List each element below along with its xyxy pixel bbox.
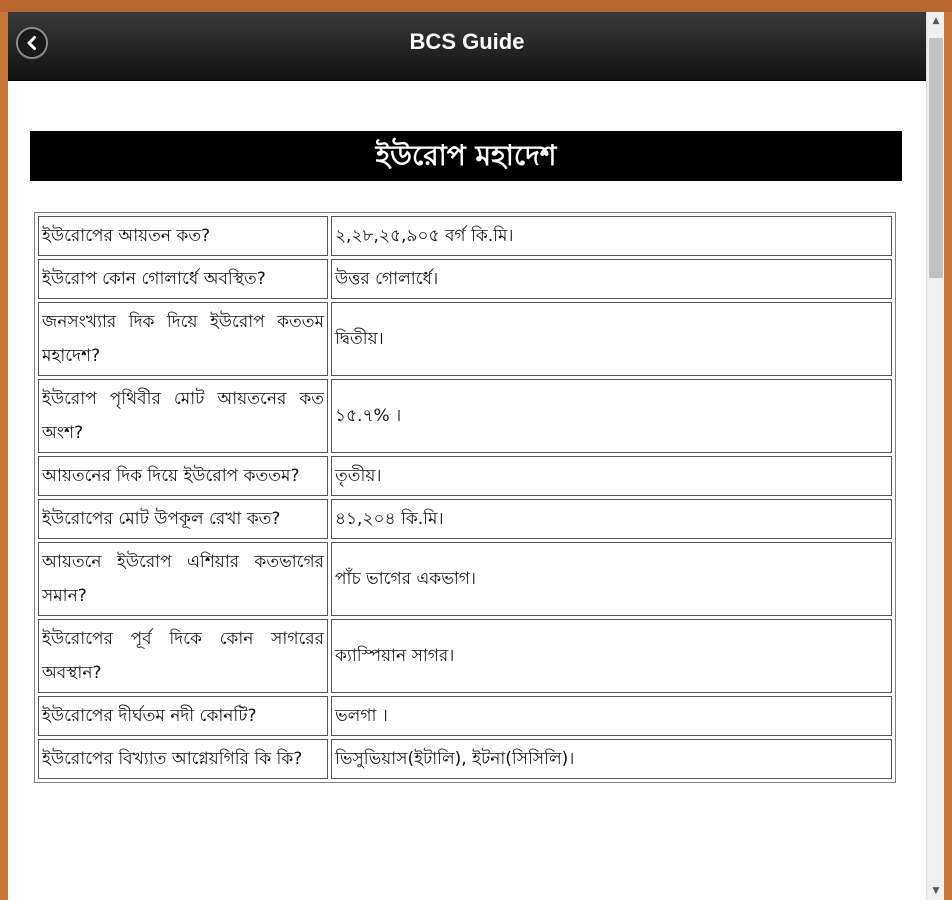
- app-header: [8, 12, 926, 81]
- table-row: [38, 696, 892, 736]
- section-title: ইউরোপ মহাদেশ: [30, 131, 902, 181]
- question-cell: আয়তনের দিক দিয়ে ইউরোপ কততম?: [38, 456, 328, 496]
- table-row: [38, 216, 892, 256]
- question-cell: ইউরোপ পৃথিবীর মোট আয়তনের কত অংশ?: [38, 379, 328, 453]
- table-row: [38, 259, 892, 299]
- qa-table: [34, 212, 896, 783]
- question-cell: আয়তনে ইউরোপ এশিয়ার কতভাগের সমান?: [38, 542, 328, 616]
- question-cell: ইউরোপের পূর্ব দিকে কোন সাগরের অবস্থান?: [38, 619, 328, 693]
- table-row: [38, 499, 892, 539]
- table-row: [38, 619, 892, 693]
- question-cell: জনসংখ্যার দিক দিয়ে ইউরোপ কততম মহাদেশ?: [38, 302, 328, 376]
- question-cell: ইউরোপের মোট উপকূল রেখা কত?: [38, 499, 328, 539]
- answer-cell: ক্যাস্পিয়ান সাগর।: [331, 619, 892, 693]
- answer-cell: তৃতীয়।: [331, 456, 892, 496]
- scrollbar-thumb[interactable]: [929, 38, 943, 278]
- table-row: [38, 379, 892, 453]
- answer-cell: ১৫.৭% ।: [331, 379, 892, 453]
- question-cell: ইউরোপ কোন গোলার্ধে অবস্থিত?: [38, 259, 328, 299]
- answer-cell: ২,২৮,২৫,৯০৫ বর্গ কি.মি।: [331, 216, 892, 256]
- window-top-strip: [0, 0, 952, 12]
- table-row: [38, 302, 892, 376]
- window-right-border: [944, 12, 952, 900]
- table-row: [38, 456, 892, 496]
- answer-cell: পাঁচ ভাগের একভাগ।: [331, 542, 892, 616]
- answer-cell: উত্তর গোলার্ধে।: [331, 259, 892, 299]
- question-cell: ইউরোপের দীর্ঘতম নদী কোনটি?: [38, 696, 328, 736]
- answer-cell: ভলগা ।: [331, 696, 892, 736]
- scroll-down-arrow-icon[interactable]: ▼: [932, 886, 940, 896]
- page-title: BCS Guide: [409, 29, 525, 54]
- vertical-scrollbar[interactable]: [926, 12, 945, 900]
- answer-cell: ৪১,২০৪ কি.মি।: [331, 499, 892, 539]
- question-cell: ইউরোপের বিখ্যাত আগ্নেয়গিরি কি কি?: [38, 739, 328, 779]
- scroll-up-arrow-icon[interactable]: ▲: [932, 16, 940, 26]
- answer-cell: ভিসুভিয়াস(ইটালি), ইটনা(সিসিলি)।: [331, 739, 892, 779]
- table-row: [38, 739, 892, 779]
- answer-cell: দ্বিতীয়।: [331, 302, 892, 376]
- table-row: [38, 542, 892, 616]
- page-viewport: [8, 12, 926, 900]
- question-cell: ইউরোপের আয়তন কত?: [38, 216, 328, 256]
